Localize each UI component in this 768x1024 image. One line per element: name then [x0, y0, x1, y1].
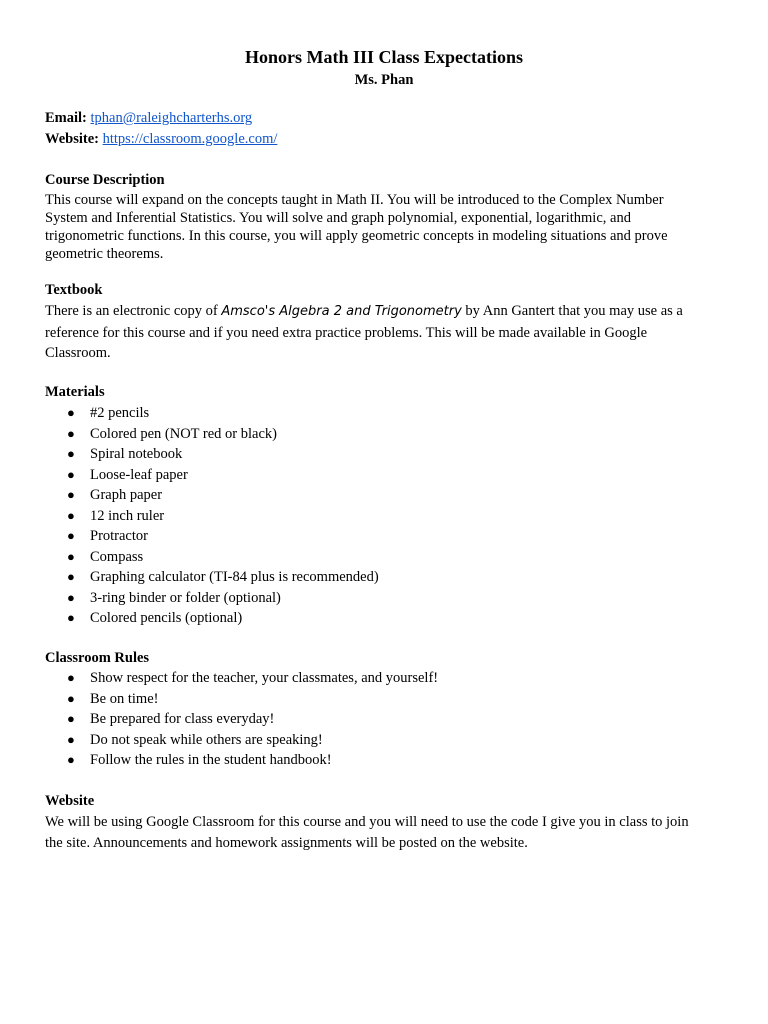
list-item-text: Graphing calculator (TI-84 plus is recommended)	[90, 569, 379, 585]
course-description-line: System and Inferential Statistics. You will solve and graph polynomial, exponential, logarithmic, and	[45, 210, 631, 226]
list-item-text: 3-ring binder or folder (optional)	[90, 589, 281, 606]
materials-heading: Materials	[45, 384, 105, 400]
list-item-text: Be on time!	[90, 690, 159, 707]
website-line: We will be using Google Classroom for this course and you will need to use the code I give you in class to join	[45, 814, 689, 830]
bullet-icon: ●	[67, 569, 75, 584]
classroom-rules-section	[45, 649, 725, 771]
list-item	[45, 403, 725, 424]
course-description-line: This course will expand on the concepts taught in Math II. You will be introduced to the Complex Number	[45, 192, 664, 208]
email-line	[45, 109, 725, 130]
list-item	[45, 588, 725, 609]
list-item-text: Show respect for the teacher, your classmates, and yourself!	[90, 670, 439, 686]
bullet-icon: ●	[67, 752, 75, 767]
bullet-icon: ●	[67, 487, 75, 502]
course-description-heading: Course Description	[45, 172, 165, 188]
materials-list	[45, 403, 725, 629]
list-item-text: Compass	[90, 548, 144, 565]
course-description-line: geometric theorems.	[45, 246, 164, 262]
classroom-rules-list	[45, 668, 725, 771]
bullet-icon: ●	[67, 610, 75, 625]
list-item	[45, 608, 725, 629]
bullet-icon: ●	[67, 446, 75, 461]
list-item-text: Colored pencils (optional)	[90, 610, 243, 626]
list-item	[45, 668, 725, 689]
list-item	[45, 567, 725, 588]
list-item	[45, 730, 725, 751]
website-text	[45, 812, 725, 853]
bullet-icon: ●	[67, 711, 75, 726]
list-item	[45, 547, 725, 568]
bullet-icon: ●	[67, 528, 75, 543]
list-item-text: #2 pencils	[90, 405, 150, 421]
course-description-text	[45, 191, 725, 263]
list-item-text: Follow the rules in the student handbook!	[90, 752, 332, 768]
list-item	[45, 424, 725, 445]
list-item-text: Graph paper	[90, 487, 163, 503]
materials-section	[45, 383, 725, 629]
bullet-icon: ●	[67, 589, 75, 605]
list-item-text: 12 inch ruler	[90, 507, 165, 524]
list-item	[45, 526, 725, 547]
classroom-rules-heading: Classroom Rules	[45, 650, 150, 666]
website-line: the site. Announcements and homework assignments will be posted on the website.	[45, 834, 528, 851]
website-line	[45, 130, 725, 148]
teacher-name: Ms. Phan	[354, 72, 414, 88]
list-item-text: Protractor	[90, 528, 148, 544]
textbook-text-before: There is an electronic copy of	[45, 303, 222, 319]
list-item-text: Colored pen (NOT red or black)	[90, 425, 277, 442]
list-item	[45, 750, 725, 771]
textbook-text	[45, 301, 725, 364]
page-title: Honors Math III Class Expectations	[244, 47, 524, 67]
list-item-text: Spiral notebook	[90, 446, 183, 462]
list-item	[45, 485, 725, 506]
list-item	[45, 465, 725, 486]
bullet-icon: ●	[67, 425, 75, 441]
bullet-icon: ●	[67, 690, 75, 706]
list-item-text: Do not speak while others are speaking!	[90, 731, 323, 748]
course-description-section	[45, 171, 725, 263]
textbook-line	[45, 301, 725, 323]
email-link[interactable]: tphan@raleighcharterhs.org	[90, 110, 253, 126]
bullet-icon: ●	[67, 405, 75, 420]
textbook-text-after: by Ann Gantert that you may use as a	[461, 303, 683, 319]
list-item-text: Be prepared for class everyday!	[90, 711, 275, 727]
textbook-line: reference for this course and if you need extra practice problems. This will be made available in Google	[45, 324, 648, 341]
website-section	[45, 792, 725, 853]
textbook-section	[45, 281, 725, 364]
bullet-icon: ●	[67, 548, 75, 564]
book-title: Amsco's Algebra 2 and Trigonometry	[221, 304, 462, 319]
list-item-text: Loose-leaf paper	[90, 466, 188, 483]
textbook-heading: Textbook	[45, 282, 103, 298]
list-item	[45, 689, 725, 710]
website-label: Website:	[45, 131, 99, 147]
list-item	[45, 506, 725, 527]
bullet-icon: ●	[67, 507, 75, 523]
website-heading: Website	[45, 793, 95, 809]
email-label: Email:	[45, 110, 87, 126]
list-item	[45, 709, 725, 730]
list-item	[45, 444, 725, 465]
bullet-icon: ●	[67, 731, 75, 747]
website-link[interactable]: https://classroom.google.com/	[102, 131, 278, 147]
course-description-line: trigonometric functions. In this course, you will apply geometric concepts in modeling situations and prove	[45, 228, 668, 244]
contact-info	[45, 109, 725, 148]
textbook-line: Classroom.	[45, 345, 111, 361]
bullet-icon: ●	[67, 466, 75, 482]
bullet-icon: ●	[67, 670, 75, 685]
